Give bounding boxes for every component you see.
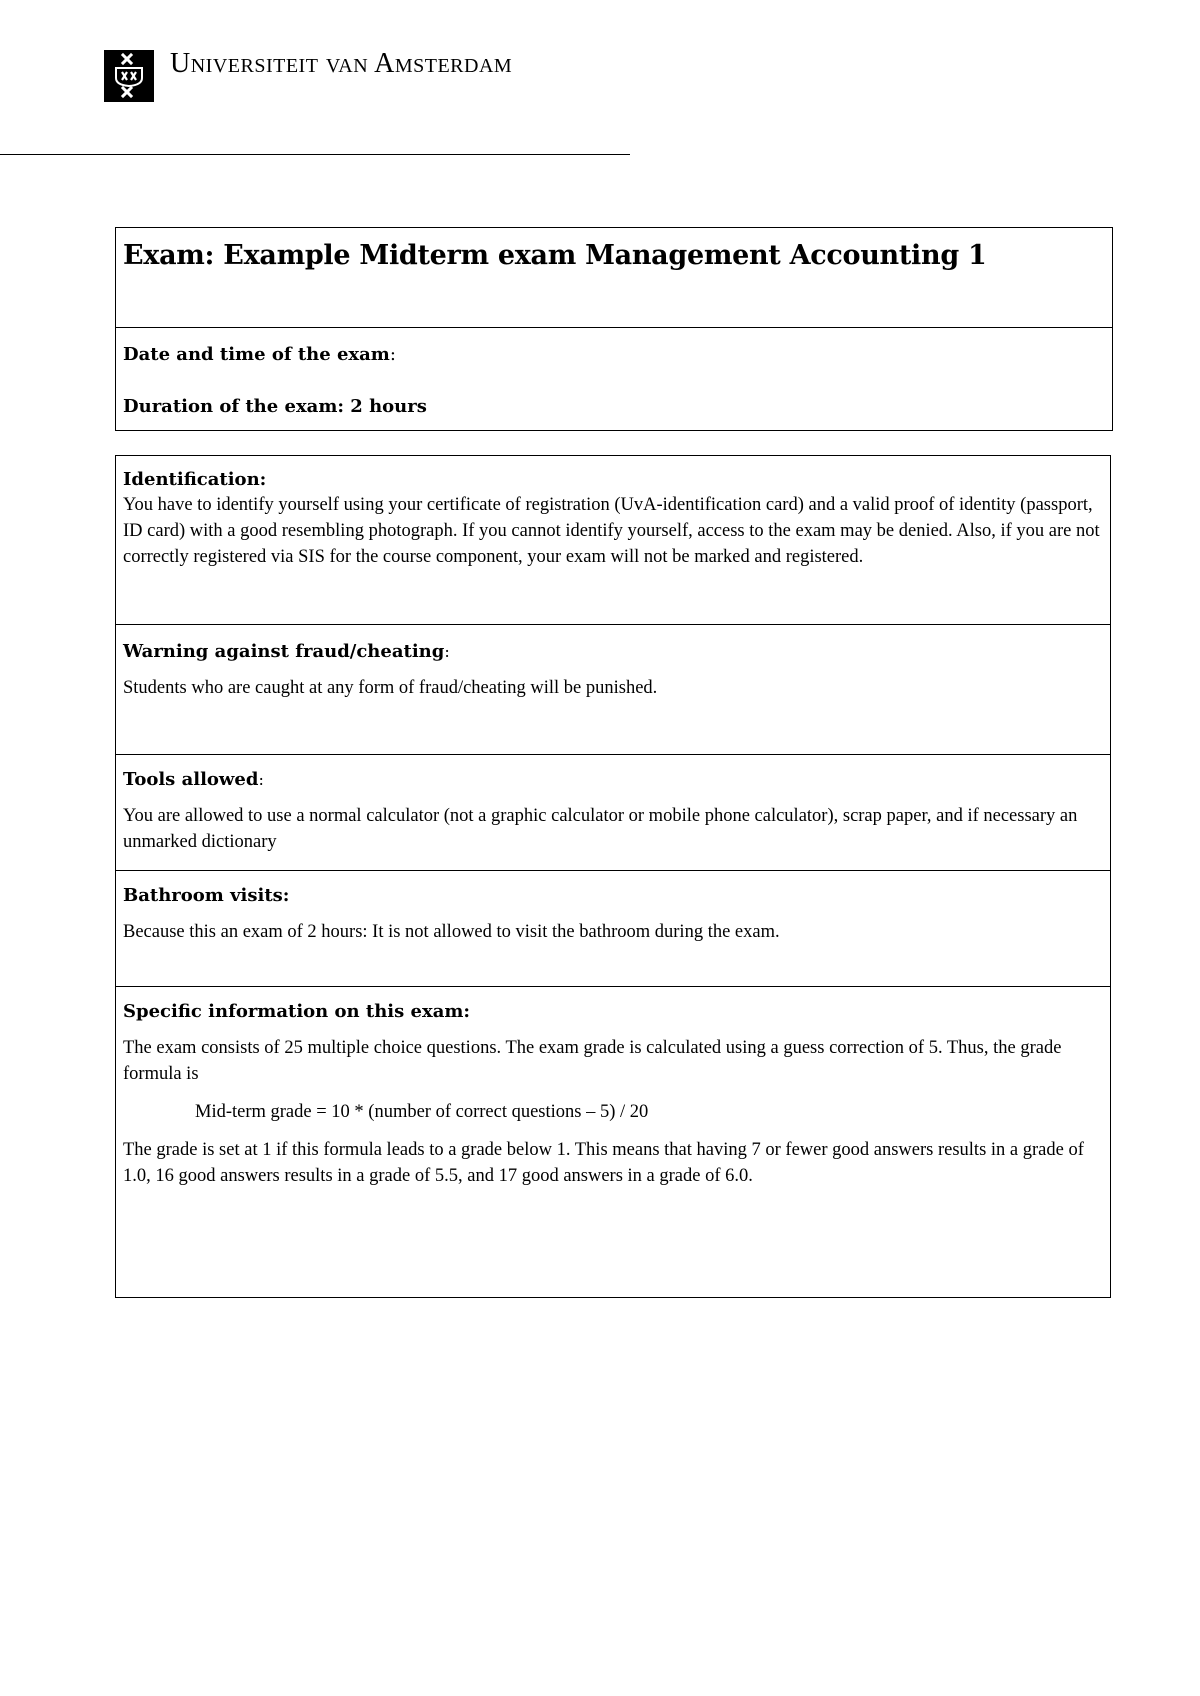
identification-heading: Identification: [123,469,267,490]
tools-colon: : [258,770,264,789]
grade-formula: Mid-term grade = 10 * (number of correct questions – 5) / 20 [195,1102,649,1122]
specific-text-intro: The exam consists of 25 multiple choice questions. The exam grade is calculated using a guess correction of 5. Thus, the grade formula is [123,1038,1062,1084]
fraud-section [116,625,1110,755]
exam-header-table [115,227,1113,431]
uva-crest-icon [104,50,154,102]
date-label: Date and time of the exam [123,344,390,365]
date-colon: : [389,344,396,365]
specific-text-grading: The grade is set at 1 if this formula leads to a grade below 1. This means that having 7 or fewer good answers results in a grade of 1.0, 16 good answers results in a grade of 5.5, and 17 good answers in a grade of 6.0. [123,1140,1084,1186]
bathroom-heading: Bathroom visits: [123,885,290,906]
tools-section [116,755,1110,871]
tools-heading: Tools allowed [123,769,259,790]
exam-title: Exam: Example Midterm exam Management Accounting 1 [123,240,987,271]
university-name: Universiteit van Amsterdam [170,48,513,79]
fraud-text: Students who are caught at any form of fraud/cheating will be punished. [123,678,658,698]
identification-text: You have to identify yourself using your certificate of registration (UvA-identification card) and a valid proof of identity (passport, ID card) with a good resembling photograph. If you cannot identify yourself, access to the exam may be denied. Also, if you are not correctly registered via SIS for the course component, your exam will not be marked and registered. [123,495,1100,567]
fraud-heading-line [123,639,1103,665]
specific-info-section [116,987,1110,1189]
fraud-colon: : [444,642,450,661]
tools-heading-line [123,767,1103,793]
specific-heading: Specific information on this exam: [123,1001,471,1022]
duration-line [123,394,1105,420]
bathroom-heading-line [123,883,1103,909]
exam-title-cell [116,228,1112,328]
tools-text: You are allowed to use a normal calculator (not a graphic calculator or mobile phone calculator), scrap paper, and if necessary an unmarked dictionary [123,806,1078,852]
date-line [123,342,1105,368]
exam-rules-table [115,455,1111,1298]
identification-section [116,456,1110,625]
bathroom-section [116,871,1110,987]
fraud-heading: Warning against fraud/cheating [123,641,445,662]
header-divider [0,154,630,155]
exam-details-cell [116,328,1112,430]
duration-label: Duration of the exam: 2 hours [123,396,427,417]
specific-heading-line [123,999,1103,1025]
bathroom-text: Because this an exam of 2 hours: It is not allowed to visit the bathroom during the exam. [123,922,780,942]
